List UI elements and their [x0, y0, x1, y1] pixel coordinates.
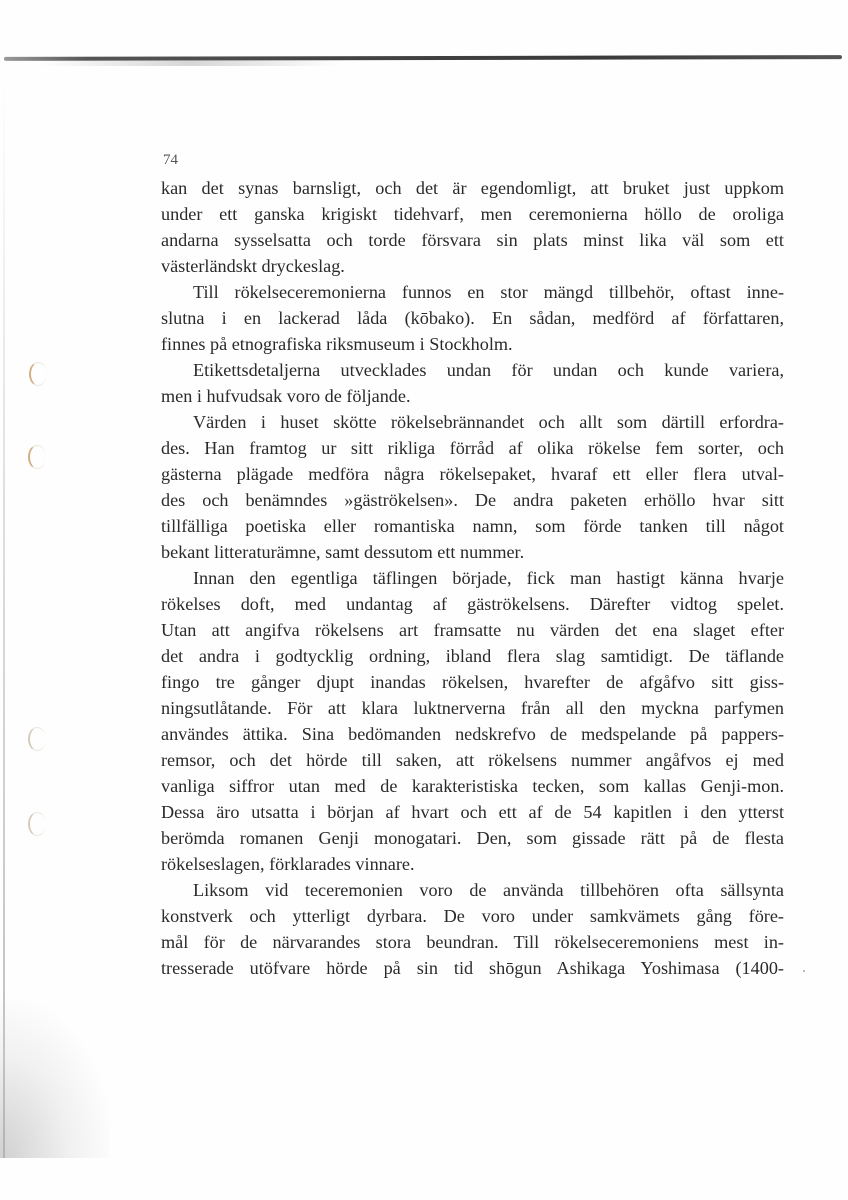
text-line: fingo tre gånger djupt inandas rökelsen, hvarefter de afgåfvo sitt giss- — [161, 672, 784, 692]
text-line: konstverk och ytterligt dyrbara. De voro under samkvämets gång före- — [161, 906, 784, 926]
text-line: des och benämndes »gäströkelsen». De andra paketen erhöllo hvar sitt — [161, 490, 784, 510]
text-line: västerländskt dryckeslag. — [161, 256, 345, 276]
text-line: men i hufvudsak voro de följande. — [161, 386, 411, 406]
text-line: slutna i en lackerad låda (kōbako). En sådan, medförd af författaren, — [161, 308, 784, 328]
text-line: remsor, och det hörde till saken, att rökelsens nummer angåfvos ej med — [161, 750, 784, 770]
text-line: finnes på etnografiska riksmuseum i Stockholm. — [161, 334, 513, 354]
text-line: andarna sysselsatta och torde försvara sin plats minst lika väl som ett — [161, 230, 784, 250]
text-line: vanliga siffror utan med de karakteristiska tecken, som kallas Genji-mon. — [161, 776, 784, 796]
text-line: gästerna plägade medföra några rökelsepaket, hvaraf ett eller flera utval- — [161, 464, 784, 484]
text-line: ningsutlåtande. För att klara luktnerverna från all den myckna parfymen — [161, 698, 784, 718]
body-text — [161, 175, 784, 981]
scan-speck — [803, 970, 805, 972]
text-line: rökelses doft, med undantag af gäströkelsens. Därefter vidtog spelet. — [161, 594, 784, 614]
text-line: des. Han framtog ur sitt rikliga förråd af olika rökelse fem sorter, och — [161, 438, 784, 458]
scan-shadow — [40, 60, 340, 66]
text-line: tresserade utöfvare hörde på sin tid shōgun Ashikaga Yoshimasa (1400- — [161, 958, 784, 978]
punch-hole-mark — [28, 727, 46, 751]
page-edge — [3, 80, 5, 1158]
punch-hole-mark — [28, 445, 46, 469]
text-line: Innan den egentliga täflingen började, fick man hastigt känna hvarje — [193, 568, 784, 588]
text-line: bekant litteraturämne, samt dessutom ett nummer. — [161, 542, 525, 562]
text-line: det andra i godtycklig ordning, ibland flera slag samtidigt. De täflande — [161, 646, 784, 666]
text-line: Utan att angifva rökelsens art framsatte nu värden det ena slaget efter — [161, 620, 784, 640]
text-line: mål för de närvarandes stora beundran. Till rökelseceremoniens mest in- — [161, 932, 784, 952]
text-line: Liksom vid teceremonien voro de använda tillbehören ofta sällsynta — [193, 880, 784, 900]
page-number: 74 — [163, 152, 178, 168]
text-line: tillfälliga poetiska eller romantiska namn, som förde tanken till något — [161, 516, 784, 536]
text-line: användes ättika. Sina bedömanden nedskrefvo de medspelande på pappers- — [161, 724, 784, 744]
punch-hole-mark — [29, 362, 47, 386]
text-line: Till rökelseceremonierna funnos en stor mängd tillbehör, oftast inne- — [193, 282, 784, 302]
text-line: kan det synas barnsligt, och det är egendomligt, att bruket just uppkom — [161, 178, 784, 198]
text-line: berömda romanen Genji monogatari. Den, som gissade rätt på de flesta — [161, 828, 784, 848]
text-line: Etikettsdetaljerna utvecklades undan för undan och kunde variera, — [193, 360, 784, 380]
text-line: under ett ganska krigiskt tidehvarf, men ceremonierna höllo de oroliga — [161, 204, 784, 224]
punch-hole-mark — [28, 812, 46, 836]
text-line: rökelseslagen, förklarades vinnare. — [161, 854, 415, 874]
scan-corner-shadow — [0, 1000, 110, 1158]
text-line: Värden i huset skötte rökelsebrännandet och allt som därtill erfordra- — [193, 412, 784, 432]
text-line: Dessa äro utsatta i början af hvart och ett af de 54 kapitlen i den ytterst — [161, 802, 784, 822]
